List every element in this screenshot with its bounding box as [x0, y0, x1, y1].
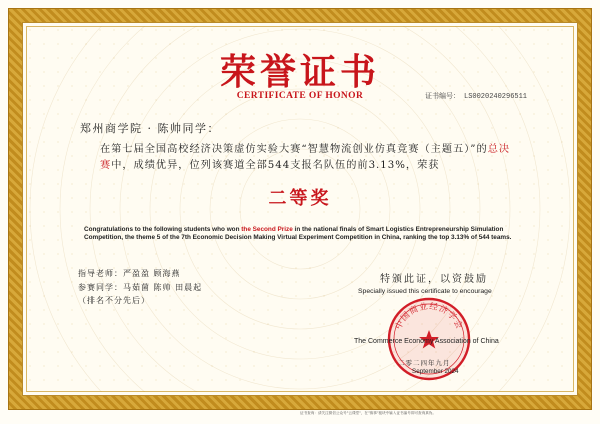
body-cn-post: 中，成绩优异，位列该赛道全部544支报名队伍的前3.13%，荣获 [111, 160, 440, 171]
participants: 参赛同学：马茹菌 陈帅 田晨起 [78, 283, 203, 292]
certificate-number-value: LS0020240296511 [464, 93, 528, 101]
certificate-number [425, 91, 527, 101]
body-en-highlight: the Second Prize [241, 226, 293, 233]
certificate-subtitle: CERTIFICATE OF HONOR [236, 91, 364, 101]
issue-date-cn: 二零二四年九月 [398, 359, 451, 367]
verification-footer: 证书查询：请关注微信公众号"云课堂"，在"赛事"板块中输入证书编号即可查询真伪。 [300, 411, 436, 415]
certificate-number-label: 证书编号： [425, 92, 460, 100]
instructors: 指导老师：严盈盈 顾海燕 [78, 269, 181, 278]
issue-date-en: September 2024 [412, 368, 459, 375]
body-cn-pre: 在第七届全国高校经济决策虚仿实验大赛“智慧物流创业仿真竞赛（主题五）”的 [100, 144, 488, 155]
award-description-en [84, 226, 524, 243]
award-description-cn [100, 142, 520, 174]
body-en-pre: Congratulations to the following students who won [84, 226, 242, 233]
recipient-line: 郑州商学院 · 陈帅同学： [80, 122, 220, 135]
seal-text: 中国商业经济学会 [393, 301, 465, 332]
body-cn-highlight: 总决赛 [100, 144, 511, 171]
issued-statement-cn: 特颁此证，以资鼓励 [380, 274, 488, 285]
body-en-post: in the national finals of Smart Logistics Entrepreneurship Simulation Competition, the theme 5 of the 7th Economic Decision Making Virtual Experiment Competition in China, ranking the top 3.13% of 544 teams. [84, 226, 512, 242]
order-note: （排名不分先后） [78, 296, 150, 305]
award-level: 二等奖 [268, 188, 332, 209]
issuing-organization: The Commerce Economy Association of China [354, 338, 499, 345]
issued-statement-en: Specially issued this certificate to encourage [358, 288, 492, 295]
certificate-title: 荣誉证书 [219, 51, 380, 93]
